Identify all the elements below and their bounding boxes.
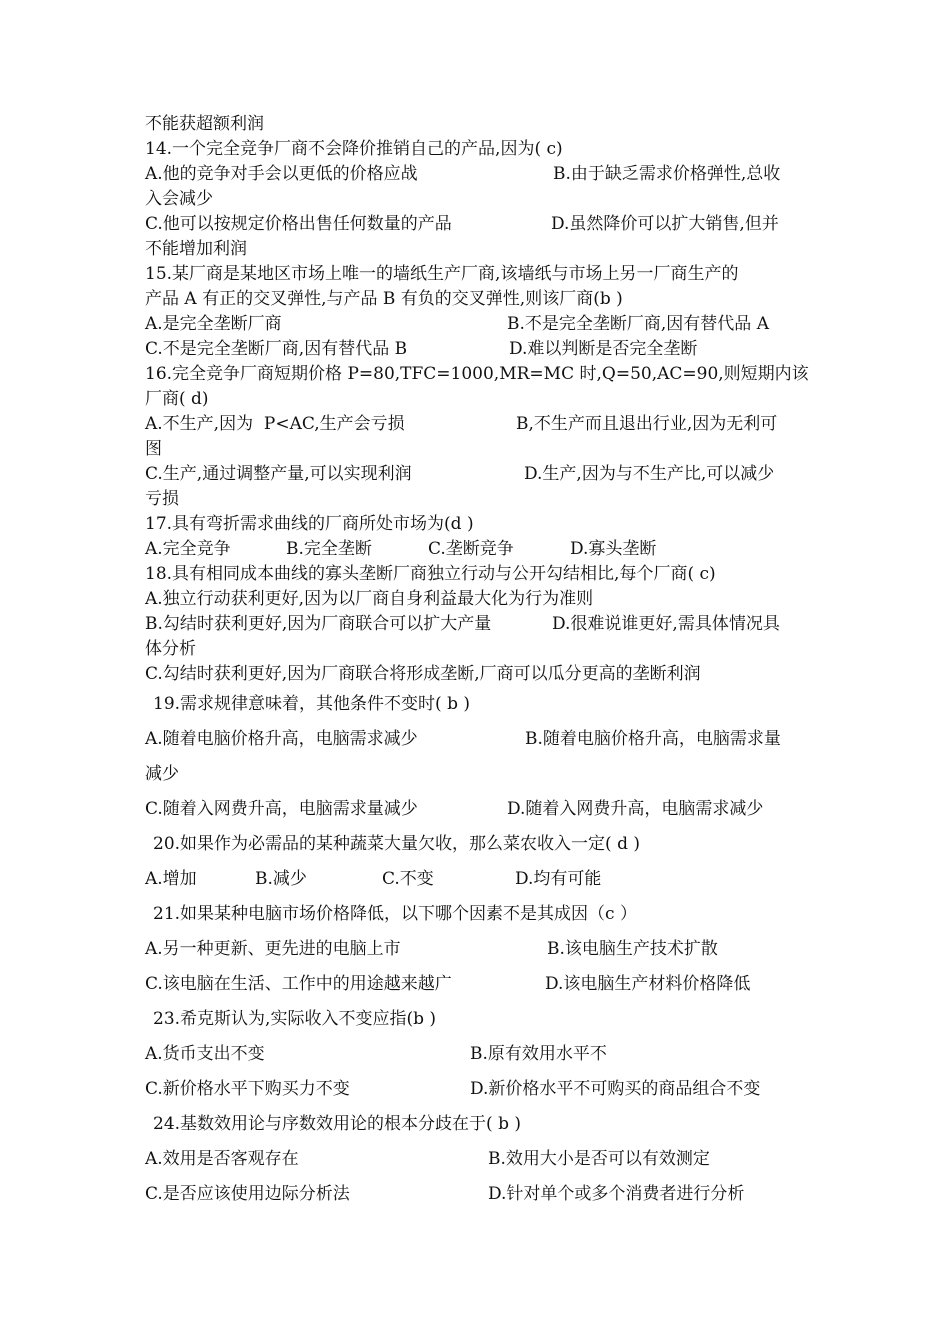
question-17: 17.具有弯折需求曲线的厂商所处市场为(d ) <box>145 514 474 534</box>
text-line: 产品 A 有正的交叉弹性,与产品 B 有负的交叉弹性,则该厂商(b ) <box>145 289 623 309</box>
question-20: 20.如果作为必需品的某种蔬菜大量欠收，那么菜农收入一定( d ) <box>153 834 640 854</box>
text-line: 不能增加利润 <box>145 239 247 259</box>
document-page <box>145 112 810 1212</box>
options-row <box>145 722 810 757</box>
option-a: A.增加 <box>145 869 197 889</box>
option-d: D.虽然降价可以扩大销售,但并 <box>551 214 779 234</box>
options-row <box>145 612 810 637</box>
text-line: 入会减少 <box>145 189 213 209</box>
option-d: D.生产,因为与不生产比,可以减少 <box>524 464 775 484</box>
option-a: A.不生产,因为 P<AC,生产会亏损 <box>145 414 405 434</box>
option-d: D.很难说谁更好,需具体情况具 <box>552 614 780 634</box>
option-c: C.是否应该使用边际分析法 <box>145 1184 350 1204</box>
options-row <box>145 1177 810 1212</box>
option-c: C.不变 <box>382 869 434 889</box>
question-15: 15.某厂商是某地区市场上唯一的墙纸生产厂商,该墙纸与市场上另一厂商生产的 <box>145 264 739 284</box>
text-line: 减少 <box>145 764 179 784</box>
option-a: A.另一种更新、更先进的电脑上市 <box>145 939 401 959</box>
options-row <box>145 932 810 967</box>
text-line: 图 <box>145 439 162 459</box>
text-line: 厂商( d) <box>145 389 209 409</box>
option-b: B.完全垄断 <box>286 539 372 559</box>
question-19: 19.需求规律意味着，其他条件不变时( b ) <box>153 694 470 714</box>
option-c: C.他可以按规定价格出售任何数量的产品 <box>145 214 452 234</box>
options-row <box>145 462 810 487</box>
option-c: C.新价格水平下购买力不变 <box>145 1079 350 1099</box>
option-b: B.勾结时获利更好,因为厂商联合可以扩大产量 <box>145 614 492 634</box>
option-a: A.货币支出不变 <box>145 1044 265 1064</box>
options-row <box>145 967 810 1002</box>
question-24: 24.基数效用论与序数效用论的根本分歧在于( b ) <box>153 1114 521 1134</box>
option-a: A.完全竞争 <box>145 539 231 559</box>
option-d: D.该电脑生产材料价格降低 <box>545 974 751 994</box>
option-b: B.减少 <box>255 869 307 889</box>
option-c: C.随着入网费升高，电脑需求量减少 <box>145 799 418 819</box>
options-row <box>145 212 810 237</box>
option-d: D.随着入网费升高，电脑需求减少 <box>507 799 764 819</box>
option-a: A.独立行动获利更好,因为以厂商自身利益最大化为行为准则 <box>145 589 594 609</box>
text-line: 亏损 <box>145 489 179 509</box>
options-row <box>145 1072 810 1107</box>
question-21: 21.如果某种电脑市场价格降低，以下哪个因素不是其成因（c ） <box>153 904 637 924</box>
question-14: 14.一个完全竞争厂商不会降价推销自己的产品,因为( c) <box>145 139 563 159</box>
options-row <box>145 312 810 337</box>
option-c: C.不是完全垄断厂商,因有替代品 B <box>145 339 408 359</box>
options-row <box>145 537 810 562</box>
text-line: 不能获超额利润 <box>145 114 264 134</box>
option-b: B.由于缺乏需求价格弹性,总收 <box>553 164 781 184</box>
question-23: 23.希克斯认为,实际收入不变应指(b ) <box>153 1009 436 1029</box>
option-d: D.寡头垄断 <box>570 539 657 559</box>
option-c: C.勾结时获利更好,因为厂商联合将形成垄断,厂商可以瓜分更高的垄断利润 <box>145 664 701 684</box>
option-b: B.不是完全垄断厂商,因有替代品 A <box>507 314 769 334</box>
options-row <box>145 162 810 187</box>
options-row <box>145 1037 810 1072</box>
option-a: A.随着电脑价格升高，电脑需求减少 <box>145 729 418 749</box>
option-d: D.均有可能 <box>515 869 602 889</box>
option-d: D.针对单个或多个消费者进行分析 <box>488 1184 745 1204</box>
question-16: 16.完全竞争厂商短期价格 P=80,TFC=1000,MR=MC 时,Q=50,AC=90,则短期内该 <box>145 364 809 384</box>
text-line: 体分析 <box>145 639 196 659</box>
option-b: B.该电脑生产技术扩散 <box>547 939 718 959</box>
option-d: D.新价格水平不可购买的商品组合不变 <box>470 1079 761 1099</box>
option-b: B.原有效用水平不 <box>470 1044 607 1064</box>
question-18: 18.具有相同成本曲线的寡头垄断厂商独立行动与公开勾结相比,每个厂商( c) <box>145 564 716 584</box>
option-a: A.他的竞争对手会以更低的价格应战 <box>145 164 418 184</box>
option-a: A.是完全垄断厂商 <box>145 314 282 334</box>
option-d: D.难以判断是否完全垄断 <box>509 339 698 359</box>
options-row <box>145 862 810 897</box>
option-b: B,不生产而且退出行业,因为无利可 <box>516 414 778 434</box>
options-row <box>145 412 810 437</box>
option-c: C.生产,通过调整产量,可以实现利润 <box>145 464 412 484</box>
options-row <box>145 337 810 362</box>
option-a: A.效用是否客观存在 <box>145 1149 299 1169</box>
option-b: B.随着电脑价格升高，电脑需求量 <box>525 729 781 749</box>
options-row <box>145 792 810 827</box>
option-c: C.垄断竞争 <box>428 539 514 559</box>
option-c: C.该电脑在生活、工作中的用途越来越广 <box>145 974 452 994</box>
options-row <box>145 1142 810 1177</box>
option-b: B.效用大小是否可以有效测定 <box>488 1149 710 1169</box>
